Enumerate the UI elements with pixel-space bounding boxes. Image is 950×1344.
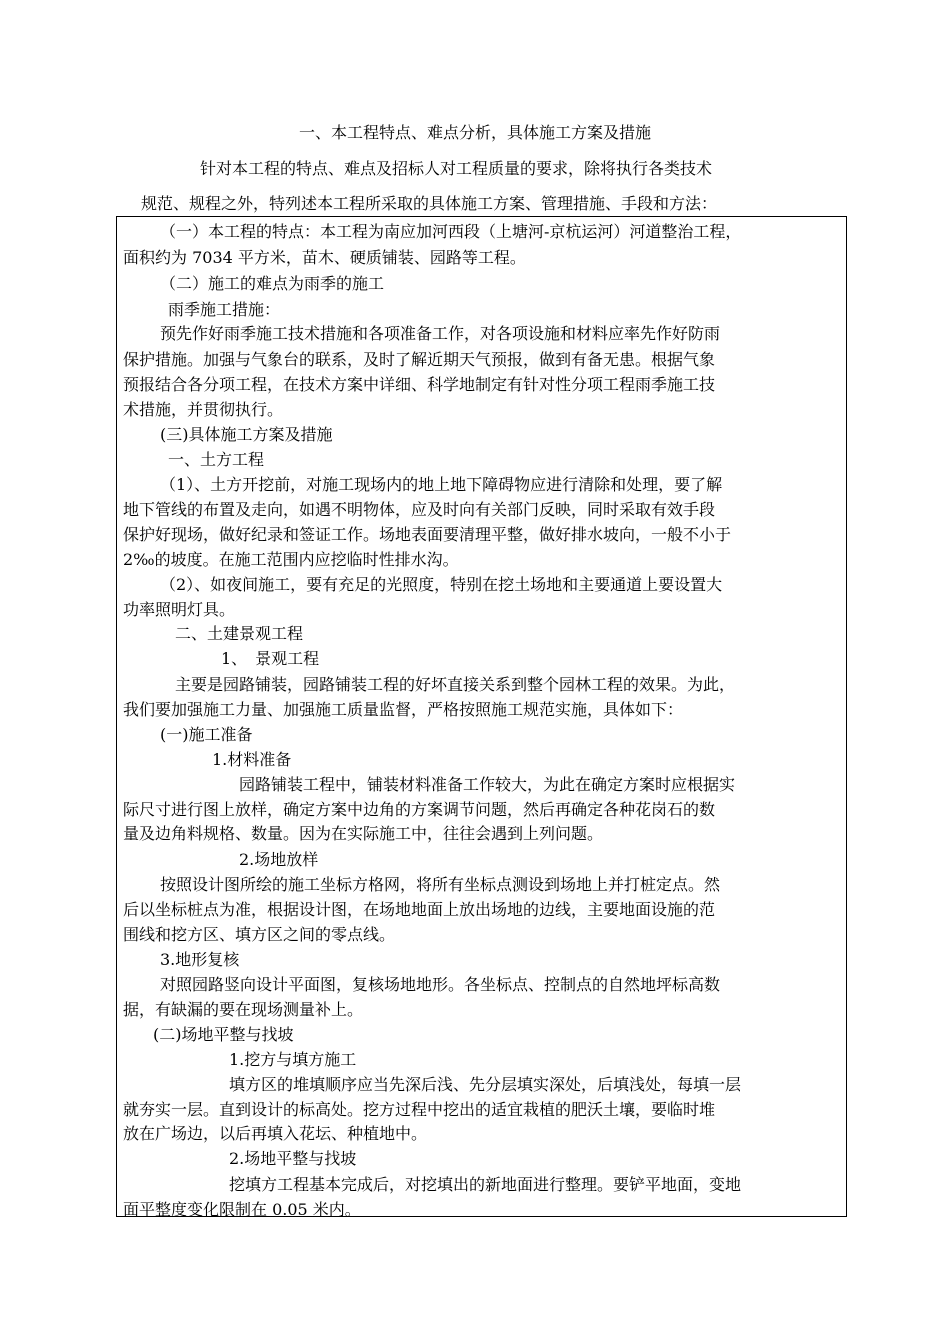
text-line: 3.地形复核: [160, 950, 240, 969]
text-line: （1）、土方开挖前，对施工现场内的地上地下障碍物应进行清除和处理，要了解: [160, 475, 723, 494]
text-line: （二）施工的难点为雨季的施工: [160, 274, 385, 293]
text-line: 2.场地放样: [239, 850, 319, 869]
text-line: 对照园路竖向设计平面图，复核场地地形。各坐标点、控制点的自然地坪标高数: [160, 975, 721, 994]
text-line: 主要是园路铺装，园路铺装工程的好坏直接关系到整个园林工程的效果。为此，: [175, 675, 736, 694]
intro-line-2: 规范、规程之外，特列述本工程所采取的具体施工方案、管理措施、手段和方法：: [141, 194, 718, 213]
text-line: 按照设计图所绘的施工坐标方格网，将所有坐标点测设到场地上并打桩定点。然: [160, 875, 721, 894]
text-line: 雨季施工措施：: [168, 300, 281, 319]
text-line: 我们要加强施工力量、加强施工质量监督，严格按照施工规范实施，具体如下：: [123, 700, 684, 719]
text-line: (二)场地平整与找坡: [153, 1025, 294, 1044]
text-line: 术措施，并贯彻执行。: [123, 400, 284, 419]
text-line: 2‰的坡度。在施工范围内应挖临时性排水沟。: [123, 550, 459, 569]
text-line: 量及边角料规格、数量。因为在实际施工中，往往会遇到上列问题。: [123, 824, 604, 843]
text-line: 面积约为 7034 平方米，苗木、硬质铺装、园路等工程。: [123, 248, 526, 267]
intro-line-1: 针对本工程的特点、难点及招标人对工程质量的要求，除将执行各类技术: [200, 159, 713, 178]
content-table-cell: [116, 216, 847, 1217]
text-line: （2）、如夜间施工，要有充足的光照度，特别在挖土场地和主要通道上要设置大: [160, 575, 723, 594]
text-line: 面平整度变化限制在 0.05 米内。: [123, 1200, 361, 1219]
text-line: 2.场地平整与找坡: [229, 1149, 357, 1168]
text-line: 1.材料准备: [212, 750, 292, 769]
text-line: 据，有缺漏的要在现场测量补上。: [123, 1000, 364, 1019]
text-line: 一、土方工程: [168, 450, 265, 469]
section-heading: 一、本工程特点、难点分析，具体施工方案及措施: [298, 123, 651, 142]
text-line: (三)具体施工方案及措施: [160, 425, 333, 444]
text-line: (一)施工准备: [160, 725, 253, 744]
text-line: 园路铺装工程中，铺装材料准备工作较大，为此在确定方案时应根据实: [239, 775, 736, 794]
text-line: 保护措施。加强与气象台的联系，及时了解近期天气预报，做到有备无患。根据气象: [123, 350, 716, 369]
text-line: 挖填方工程基本完成后，对挖填出的新地面进行整理。要铲平地面，变地: [229, 1175, 742, 1194]
text-line: 后以坐标桩点为准，根据设计图，在场地地面上放出场地的边线，主要地面设施的范: [123, 900, 716, 919]
text-line: 1、 景观工程: [221, 649, 320, 668]
text-line: （一）本工程的特点：本工程为南应加河西段（上塘河-京杭运河）河道整治工程，: [160, 222, 742, 241]
text-line: 放在广场边，以后再填入花坛、种植地中。: [123, 1124, 428, 1143]
text-line: 预先作好雨季施工技术措施和各项准备工作，对各项设施和材料应率先作好防雨: [160, 324, 721, 343]
text-line: 功率照明灯具。: [123, 600, 236, 619]
text-line: 预报结合各分项工程，在技术方案中详细、科学地制定有针对性分项工程雨季施工技: [123, 375, 716, 394]
text-line: 地下管线的布置及走向，如遇不明物体，应及时向有关部门反映，同时采取有效手段: [123, 500, 716, 519]
text-line: 二、土建景观工程: [175, 624, 304, 643]
text-line: 际尺寸进行图上放样，确定方案中边角的方案调节问题，然后再确定各种花岗石的数: [123, 800, 716, 819]
text-line: 就夯实一层。直到设计的标高处。挖方过程中挖出的适宜栽植的肥沃土壤，要临时堆: [123, 1100, 716, 1119]
text-line: 围线和挖方区、填方区之间的零点线。: [123, 925, 396, 944]
text-line: 填方区的堆填顺序应当先深后浅、先分层填实深处，后填浅处，每填一层: [229, 1075, 742, 1094]
text-line: 保护好现场，做好纪录和签证工作。场地表面要清理平整，做好排水坡向，一般不小于: [123, 525, 732, 544]
text-line: 1.挖方与填方施工: [229, 1050, 357, 1069]
